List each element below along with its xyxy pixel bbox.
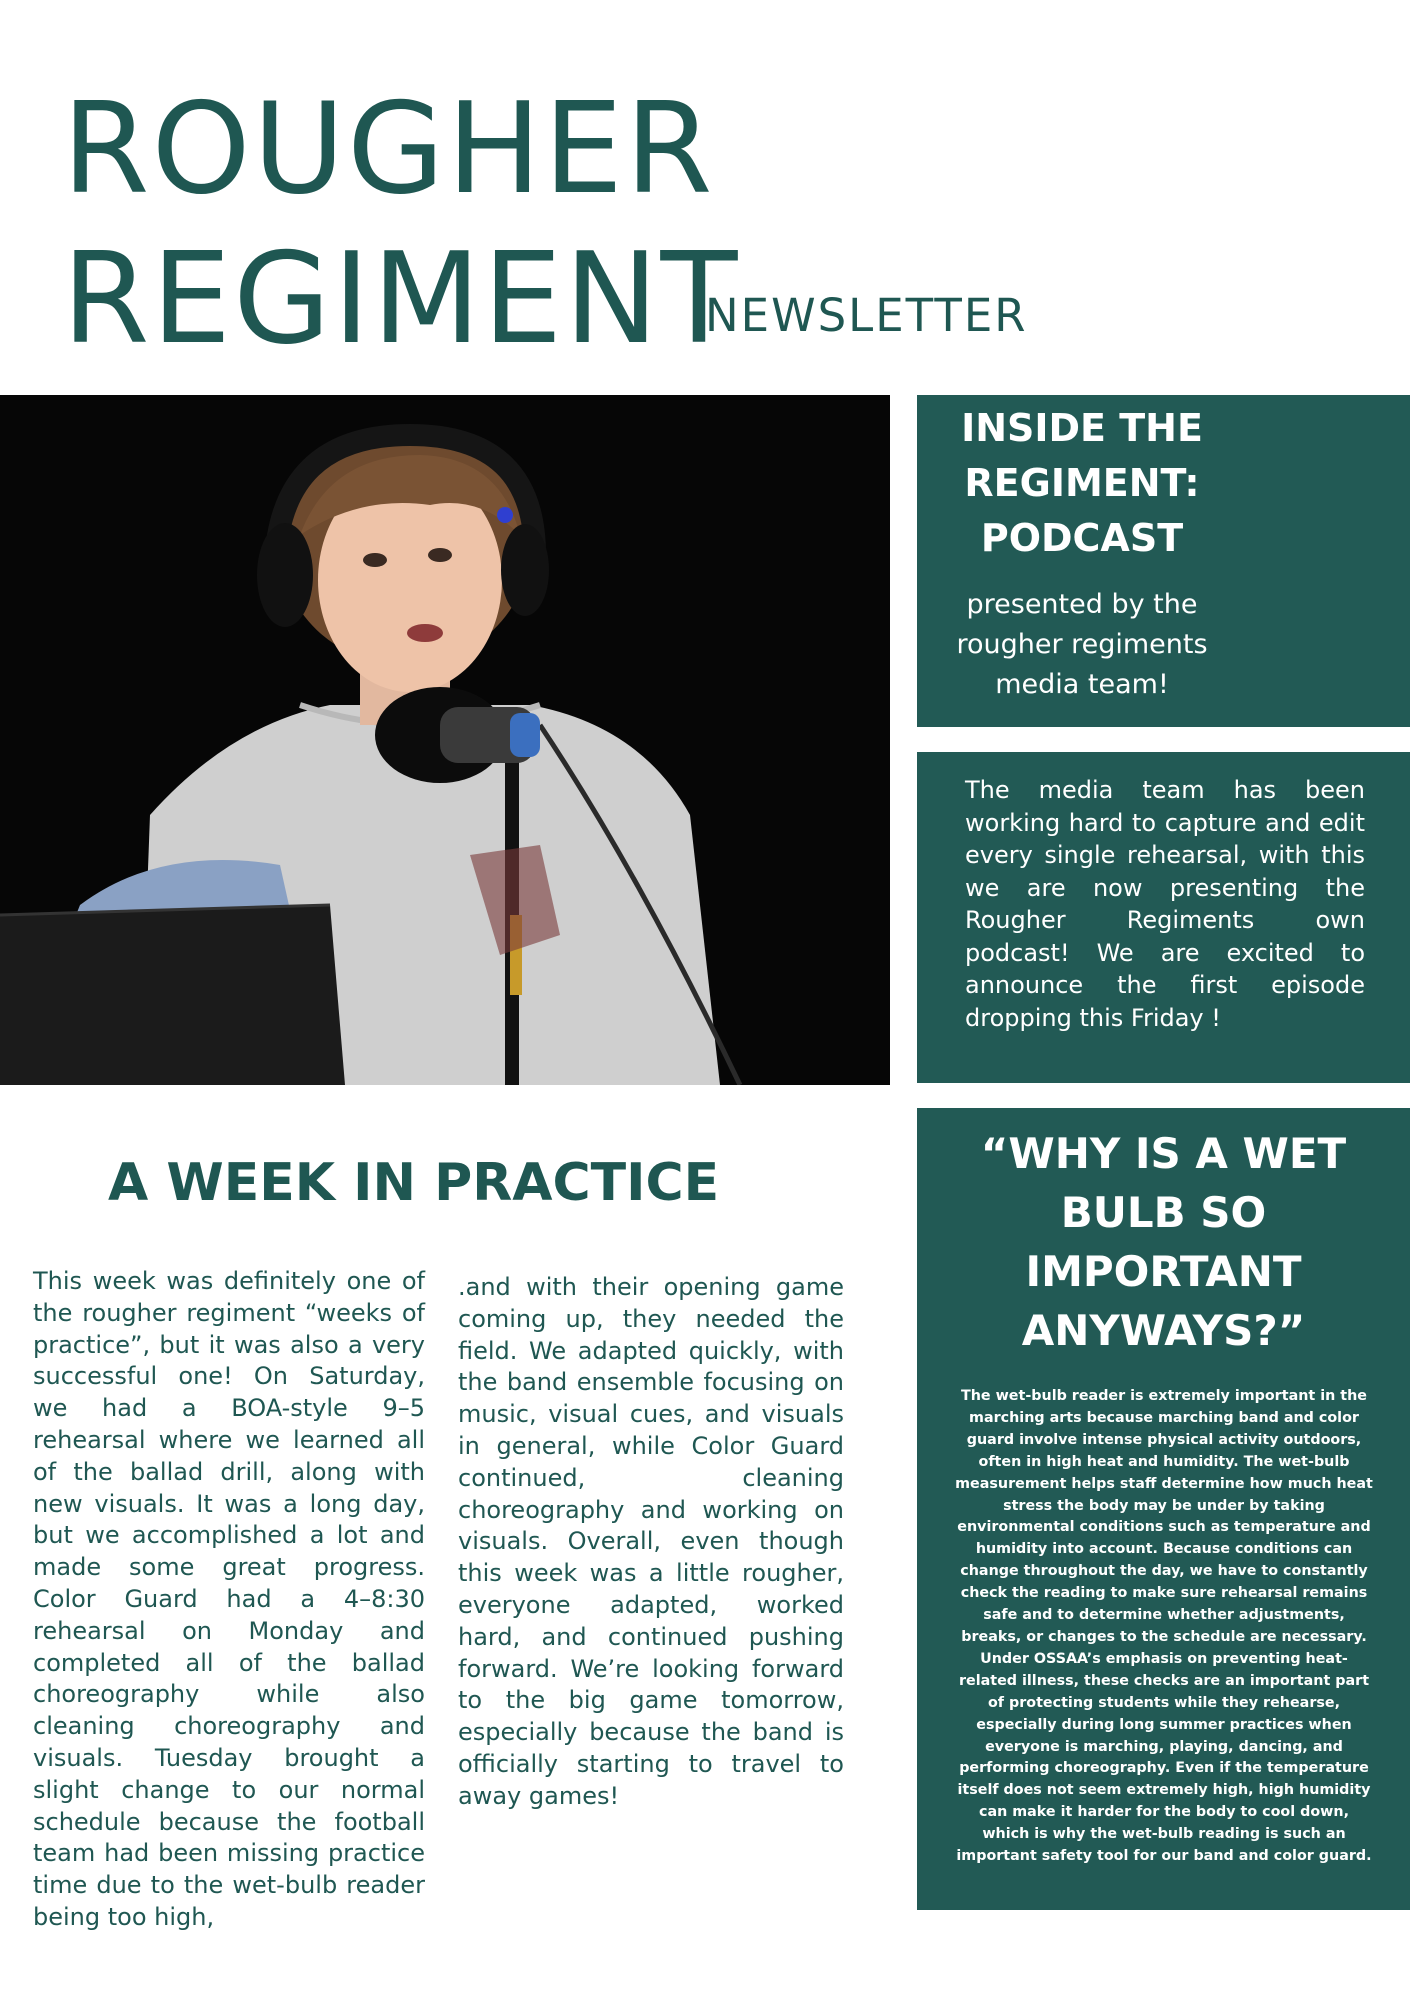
masthead-subtitle: NEWSLETTER <box>705 289 1028 342</box>
podcast-title-line-2: REGIMENT: <box>964 461 1200 505</box>
week-in-practice-title: A WEEK IN PRACTICE <box>108 1153 720 1213</box>
wet-bulb-title-line-2: BULB SO <box>1060 1188 1267 1237</box>
podcast-subtitle-line-1: presented by the <box>966 589 1198 620</box>
wet-bulb-box <box>917 1108 1410 1910</box>
podcast-photo-icon <box>0 395 890 1085</box>
wet-bulb-title <box>917 1124 1410 1360</box>
wet-bulb-body: The wet-bulb reader is extremely important in the marching arts because marching band and color guard involve intense physical activity outdoors, often in high heat and humidity. The wet-bulb measurement helps staff determine how much heat stress the body may be under by taking environmental conditions such as temperature and humidity into account. Because conditions can change throughout the day, we have to constantly check the reading to make sure rehearsal remains safe and to determine whether adjustments, breaks, or changes to the schedule are necessary. Under OSSAA’s emphasis on preventing heat-related illness, these checks are an important part of protecting students while they rehearse, especially during long summer practices when everyone is marching, playing, dancing, and performing choreography. Even if the temperature itself does not seem extremely high, high humidity can make it harder for the body to cool down, which is why the wet-bulb reading is such an important safety tool for our band and color guard. <box>955 1388 1373 1865</box>
masthead-line-1: ROUGHER <box>62 75 715 222</box>
podcast-title-line-3: PODCAST <box>980 516 1184 560</box>
podcast-photo <box>0 395 890 1085</box>
wet-bulb-title-line-3: IMPORTANT <box>1025 1247 1302 1296</box>
media-team-text: The media team has been working hard to capture and edit every single rehearsal, with this we are now presenting the Rougher Regiments own podcast! We are excited to announce the first episode dropping this Friday ! <box>965 776 1365 1032</box>
week-column-1: This week was definitely one of the rougher regiment “weeks of practice”, but it was also a very successful one! On Saturday, we had a BOA-style 9–5 rehearsal where we learned all of the ballad drill, along with new visuals. It was a long day, but we accomplished a lot and made some great progress. Color Guard had a 4–8:30 rehearsal on Monday and completed all of the ballad choreography while also cleaning choreography and visuals. Tuesday brought a slight change to our normal schedule because the football team had been missing practice time due to the wet-bulb reader being too high, <box>33 1267 425 1931</box>
podcast-subtitle-line-3: media team! <box>995 669 1169 700</box>
week-column-2: .and with their opening game coming up, they needed the field. We adapted quickly, with the band ensemble focusing on music, visual cues, and visuals in general, while Color Guard continued, cleaning choreography and working on visuals. Overall, even though this week was a little rougher, everyone adapted, worked hard, and continued pushing forward. We’re looking forward to the big game tomorrow, especially because the band is officially starting to travel to away games! <box>458 1273 844 1810</box>
podcast-title <box>932 401 1232 566</box>
podcast-title-line-1: INSIDE THE <box>961 406 1203 450</box>
masthead-line-2: REGIMENT <box>62 225 740 372</box>
media-team-box <box>917 752 1410 1083</box>
wet-bulb-title-line-4: ANYWAYS?” <box>1021 1306 1306 1355</box>
podcast-box <box>917 395 1410 727</box>
wet-bulb-title-line-1: “WHY IS A WET <box>980 1129 1347 1178</box>
podcast-subtitle-line-2: rougher regiments <box>956 629 1208 660</box>
podcast-subtitle <box>932 585 1232 705</box>
